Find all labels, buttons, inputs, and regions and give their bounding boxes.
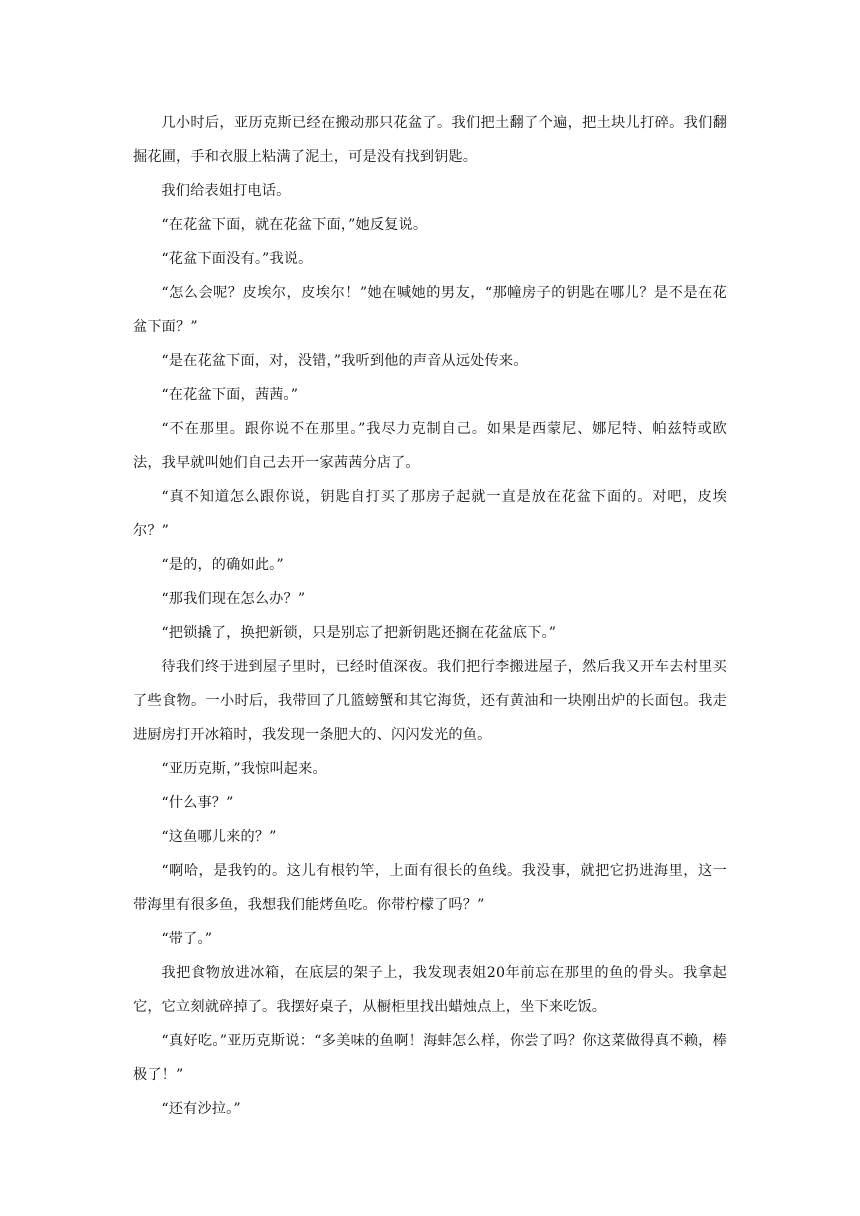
paragraph: “什么事？” — [161, 795, 234, 811]
paragraph: “怎么会呢？皮埃尔，皮埃尔！”她在喊她的男友，“那幢房子的钥匙在哪儿？是不是在花盆下面？” — [133, 285, 727, 335]
paragraph: “在花盆下面，就在花盆下面，”她反复说。 — [161, 217, 428, 233]
paragraph: 几小时后，亚历克斯已经在搬动那只花盆了。我们把土翻了个遍，把土块儿打碎。我们翻掘花圃，手和衣服上粘满了泥土，可是没有找到钥匙。 — [133, 115, 727, 165]
paragraph: “是的，的确如此。” — [161, 557, 284, 573]
paragraph: “是在花盆下面，对，没错，”我听到他的声音从远处传来。 — [161, 353, 528, 369]
paragraph: “还有沙拉。” — [161, 1101, 241, 1117]
paragraph: “那我们现在怎么办？” — [161, 591, 306, 607]
story-text — [133, 106, 727, 1126]
paragraph: “带了。” — [161, 931, 213, 947]
paragraph: “真不知道怎么跟你说，钥匙自打买了那房子起就一直是放在花盆下面的。对吧，皮埃尔？” — [133, 489, 727, 539]
paragraph: “真好吃。”亚历克斯说：“多美味的鱼啊！海蚌怎么样，你尝了吗？你这菜做得真不赖，棒极了！” — [133, 1033, 727, 1083]
paragraph: “把锁撬了，换把新锁，只是别忘了把新钥匙还搁在花盆底下。” — [161, 625, 557, 641]
paragraph: 我把食物放进冰箱，在底层的架子上，我发现表姐20年前忘在那里的鱼的骨头。我拿起它，它立刻就碎掉了。我摆好桌子，从橱柜里找出蜡烛点上，坐下来吃饭。 — [133, 965, 727, 1015]
paragraph: “不在那里。跟你说不在那里。”我尽力克制自己。如果是西蒙尼、娜尼特、帕兹特或欧法，我早就叫她们自己去开一家茜茜分店了。 — [133, 421, 727, 471]
paragraph: “啊哈，是我钓的。这儿有根钓竿，上面有很长的鱼线。我没事，就把它扔进海里，这一带海里有很多鱼，我想我们能烤鱼吃。你带柠檬了吗？” — [133, 863, 727, 913]
paragraph: 我们给表姐打电话。 — [161, 183, 291, 199]
paragraph: “这鱼哪儿来的？” — [161, 829, 277, 845]
paragraph: “花盆下面没有。”我说。 — [161, 251, 313, 267]
paragraph: “在花盆下面，茜茜。” — [161, 387, 299, 403]
paragraph: 待我们终于进到屋子里时，已经时值深夜。我们把行李搬进屋子，然后我又开车去村里买了些食物。一小时后，我带回了几篮螃蟹和其它海货，还有黄油和一块刚出炉的长面包。我走进厨房打开冰箱时，我发现一条肥大的、闪闪发光的鱼。 — [133, 659, 727, 743]
paragraph: “亚历克斯，”我惊叫起来。 — [161, 761, 327, 777]
